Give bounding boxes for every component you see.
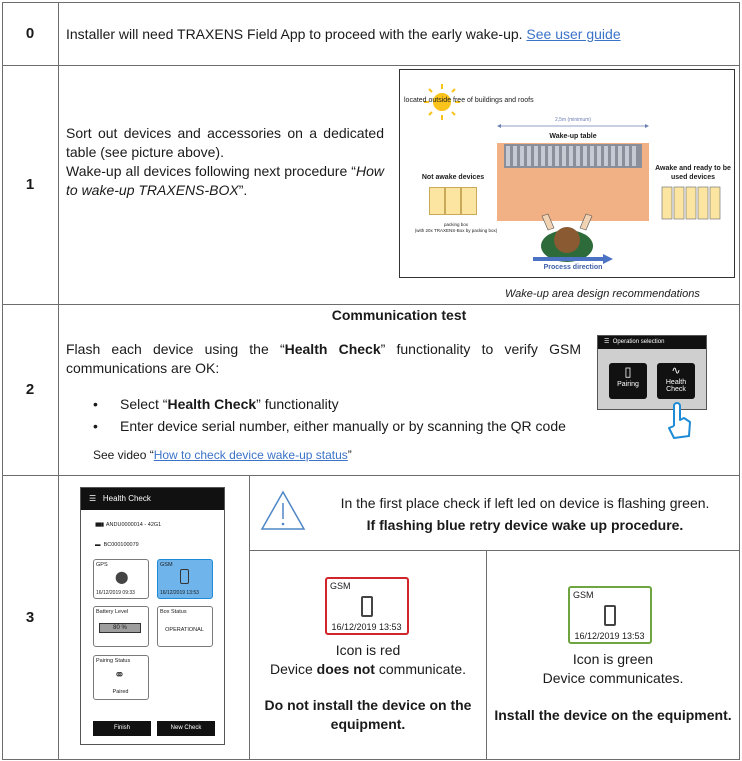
phone-icon	[180, 569, 189, 584]
battery-bar: 80 %	[99, 623, 141, 633]
table-border-top	[2, 2, 740, 3]
app-header: ☰ Health Check	[81, 488, 224, 510]
packing-box-caption: packing box (with 20x TRAXENS-Box by packing box)	[414, 222, 498, 233]
figure-caption: Wake-up area design recommendations	[505, 288, 700, 300]
step-number: 3	[25, 609, 35, 626]
barcode-icon: ▮▮▮▮	[95, 522, 104, 528]
device-icon: ▬	[95, 542, 101, 548]
sun-label: located outside free of buildings and roofs	[404, 97, 534, 104]
dimension-arrow	[497, 123, 649, 129]
cell-divider	[249, 475, 250, 760]
table-label: Wake-up table	[549, 133, 597, 140]
packing-box	[461, 187, 477, 215]
pairing-status-card[interactable]: Pairing Status ⚭ Paired	[93, 655, 149, 700]
sort-devices-text: Sort out devices and accessories on a dedicated table (see picture above).	[66, 125, 384, 160]
step-number: 2	[25, 381, 35, 398]
bc-row: ▬ BC000100079	[95, 542, 139, 548]
column-divider	[58, 2, 59, 760]
menu-icon[interactable]: ☰	[604, 339, 610, 345]
serial-row: ▮▮▮▮ ANDU0000014 - 42G1	[95, 522, 162, 528]
health-check-button[interactable]: ∿ Health Check	[657, 363, 695, 399]
pulse-icon: ∿	[671, 365, 681, 377]
location-pin-icon: ⬤	[115, 570, 129, 584]
health-check-screen	[80, 487, 225, 745]
warning-text: In the first place check if left led on device is flashing green. If flashing blue retry device wake up procedure.	[340, 495, 710, 533]
table-border-bottom	[2, 759, 740, 760]
green-instruction: Install the device on the equipment.	[494, 707, 732, 723]
step-number: 1	[25, 176, 35, 193]
gsm-green-card: GSM 16/12/2019 13:53	[568, 586, 652, 644]
list-item: • Enter device serial number, either manually or by scanning the QR code	[93, 418, 566, 434]
process-direction-label: Process direction	[543, 264, 603, 271]
video-reference: See video “How to check device wake-up status”	[93, 448, 352, 462]
phone-icon	[604, 605, 616, 626]
new-check-button[interactable]: New Check	[157, 721, 215, 736]
green-status-text: Icon is green Device communicates.	[542, 651, 684, 686]
row0-text	[66, 26, 736, 42]
gsm-card[interactable]: GSM 16/12/2019 13:53	[157, 559, 213, 599]
finish-button[interactable]: Finish	[93, 721, 151, 736]
red-instruction: Do not install the device on the equipment.	[264, 697, 472, 732]
gsm-red-card: GSM 16/12/2019 13:53	[325, 577, 409, 635]
awake-devices-icon	[660, 185, 726, 221]
user-guide-link[interactable]: See user guide	[526, 26, 621, 42]
communication-test-title: Communication test	[331, 307, 467, 323]
wakeup-area-figure	[399, 69, 735, 278]
link-icon: ⚭	[114, 667, 125, 682]
process-arrow	[533, 254, 613, 264]
warning-icon	[260, 489, 306, 531]
packing-box	[445, 187, 461, 215]
tap-hand-icon	[664, 400, 694, 440]
phone-icon: ▯	[624, 364, 632, 379]
video-link[interactable]: How to check device wake-up status	[153, 448, 348, 462]
phone-icon	[361, 596, 373, 617]
row-divider	[2, 475, 740, 476]
list-item: • Select “Health Check” functionality	[93, 396, 339, 412]
devices-row	[504, 144, 642, 168]
row-divider	[2, 65, 740, 66]
operation-selection-screen	[597, 335, 707, 410]
pairing-button[interactable]: ▯ Pairing	[609, 363, 647, 399]
awake-label: Awake and ready to be used devices	[655, 165, 731, 181]
row1-text	[66, 124, 384, 200]
step-number: 0	[25, 25, 35, 42]
cell-divider	[249, 550, 739, 551]
table-border-right	[739, 2, 740, 760]
battery-card[interactable]: Battery Level 80 %	[93, 606, 149, 647]
steps-list	[93, 393, 593, 437]
box-status-card[interactable]: Box Status OPERATIONAL	[157, 606, 213, 647]
app-header: ☰ Operation selection	[598, 336, 706, 349]
red-status-text: Icon is red Device does not communicate.	[269, 642, 467, 677]
menu-icon[interactable]: ☰	[89, 494, 97, 503]
not-awake-label: Not awake devices	[421, 174, 485, 181]
packing-box	[429, 187, 445, 215]
flash-instruction: Flash each device using the “Health Check” functionality to verify GSM communications are OK:	[66, 341, 581, 376]
wakeup-text: Wake-up all devices following next procedure “How to wake-up TRAXENS-BOX”.	[66, 163, 384, 198]
dimension-label: 2,5m (minimum)	[554, 117, 592, 123]
gps-card[interactable]: GPS ⬤ 16/12/2019 09:33	[93, 559, 149, 599]
install-note: Installer will need TRAXENS Field App to proceed with the early wake-up.	[66, 26, 523, 42]
row-divider	[2, 304, 740, 305]
